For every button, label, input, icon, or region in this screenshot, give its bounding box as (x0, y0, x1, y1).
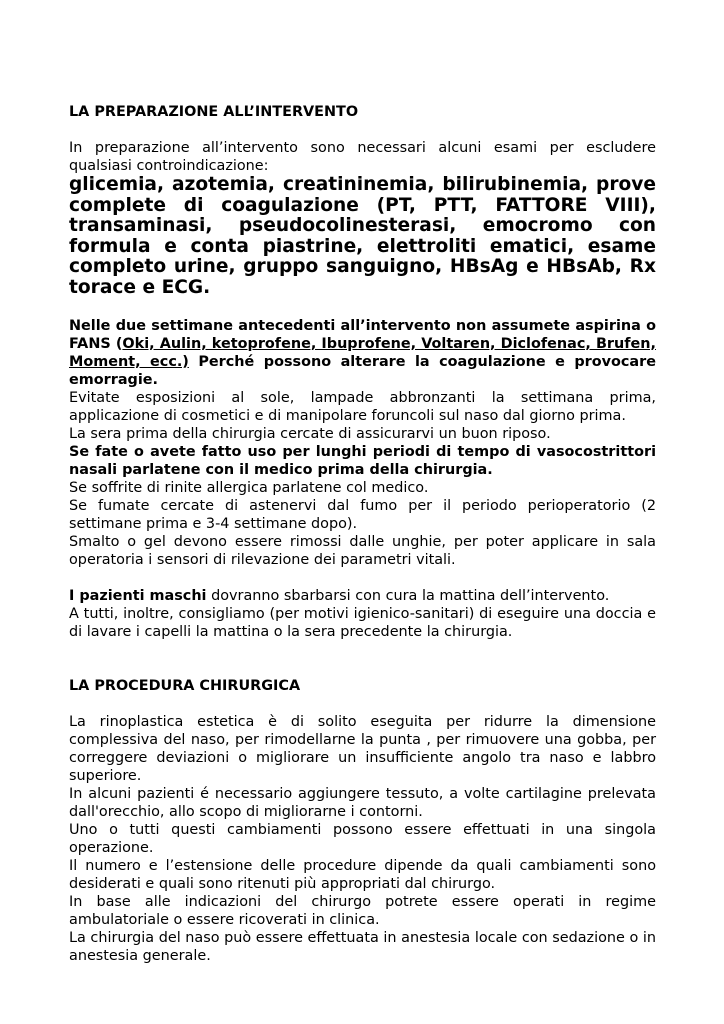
fans-drug-list: Oki, Aulin, ketoprofene, Ibuprofene, Voltaren, Diclofenac, Brufen, Moment, ecc.) (69, 335, 656, 370)
fans-warning-lead: Nelle due settimane antecedenti all’intervento non assumete aspirina o FANS ( (69, 317, 656, 352)
vasoconstrictor-warning: Se fate o avete fatto uso per lunghi periodi di tempo di vasocostrittori nasali parlatene con il medico prima della chirurgia. (69, 443, 656, 478)
procedure-paragraph-3: Uno o tutti questi cambiamenti possono essere effettuati in una singola operazione. (69, 821, 656, 856)
procedure-paragraph-1: La rinoplastica estetica è di solito eseguita per ridurre la dimensione complessiva del naso, per rimodellarne la punta , per rimuovere una gobba, per correggere deviazioni o migliorare un insufficiente angolo tra naso e labbro superiore. (69, 713, 656, 784)
smoking-note: Se fumate cercate di astenervi dal fumo per il periodo perioperatorio (2 settimane prima e 3-4 settimane dopo). (69, 497, 656, 532)
rhinitis-note: Se soffrite di rinite allergica parlatene col medico. (69, 479, 429, 496)
nails-note: Smalto o gel devono essere rimossi dalle unghie, per poter applicare in sala operatoria i sensori di rilevazione dei parametri vitali. (69, 533, 656, 568)
procedure-paragraph-5: In base alle indicazioni del chirurgo potrete essere operati in regime ambulatoriale o essere ricoverati in clinica. (69, 893, 656, 928)
sun-exposure-note: Evitate esposizioni al sole, lampade abbronzanti la settimana prima, applicazione di cosmetici e di manipolare foruncoli sul naso dal giorno prima. (69, 389, 656, 424)
procedure-paragraph-2: In alcuni pazienti é necessario aggiungere tessuto, a volte cartilagine prelevata dall'orecchio, allo scopo di migliorarne i contorni. (69, 785, 656, 820)
procedure-paragraph-4: Il numero e l’estensione delle procedure dipende da quali cambiamenti sono desiderati e quali sono ritenuti più appropriati dal chirurgo. (69, 857, 656, 892)
section-heading-procedure: LA PROCEDURA CHIRURGICA (69, 677, 301, 694)
hygiene-note: A tutti, inoltre, consigliamo (per motivi igienico-sanitari) di eseguire una doccia e di lavare i capelli la mattina o la sera precedente la chirurgia. (69, 605, 656, 640)
rest-note: La sera prima della chirurgia cercate di assicurarvi un buon riposo. (69, 425, 551, 442)
document-body (69, 103, 656, 965)
section-heading-preparation: LA PREPARAZIONE ALL’INTERVENTO (69, 104, 359, 120)
fans-warning-tail: Perché possono alterare la coagulazione e provocare emorragie. (69, 353, 656, 388)
male-patients-note (69, 587, 656, 605)
required-exams-list: glicemia, azotemia, creatininemia, bilirubinemia, prove complete di coagulazione (PT, PTT, FATTORE VIII), transaminasi, pseudocolinesterasi, emocromo con formula e conta piastrine, elettroliti ematici, esame completo urine, gruppo sanguigno, HBsAg e HBsAb, Rx torace e ECG. (69, 174, 656, 298)
intro-paragraph: In preparazione all’intervento sono necessari alcuni esami per escludere qualsiasi controindicazione: (69, 140, 656, 174)
procedure-paragraph-6: La chirurgia del naso può essere effettuata in anestesia locale con sedazione o in anestesia generale. (69, 929, 656, 964)
fans-warning (69, 317, 656, 389)
male-patients-text: dovranno sbarbarsi con cura la mattina dell’intervento. (206, 587, 610, 604)
male-patients-label: I pazienti maschi (69, 587, 207, 604)
